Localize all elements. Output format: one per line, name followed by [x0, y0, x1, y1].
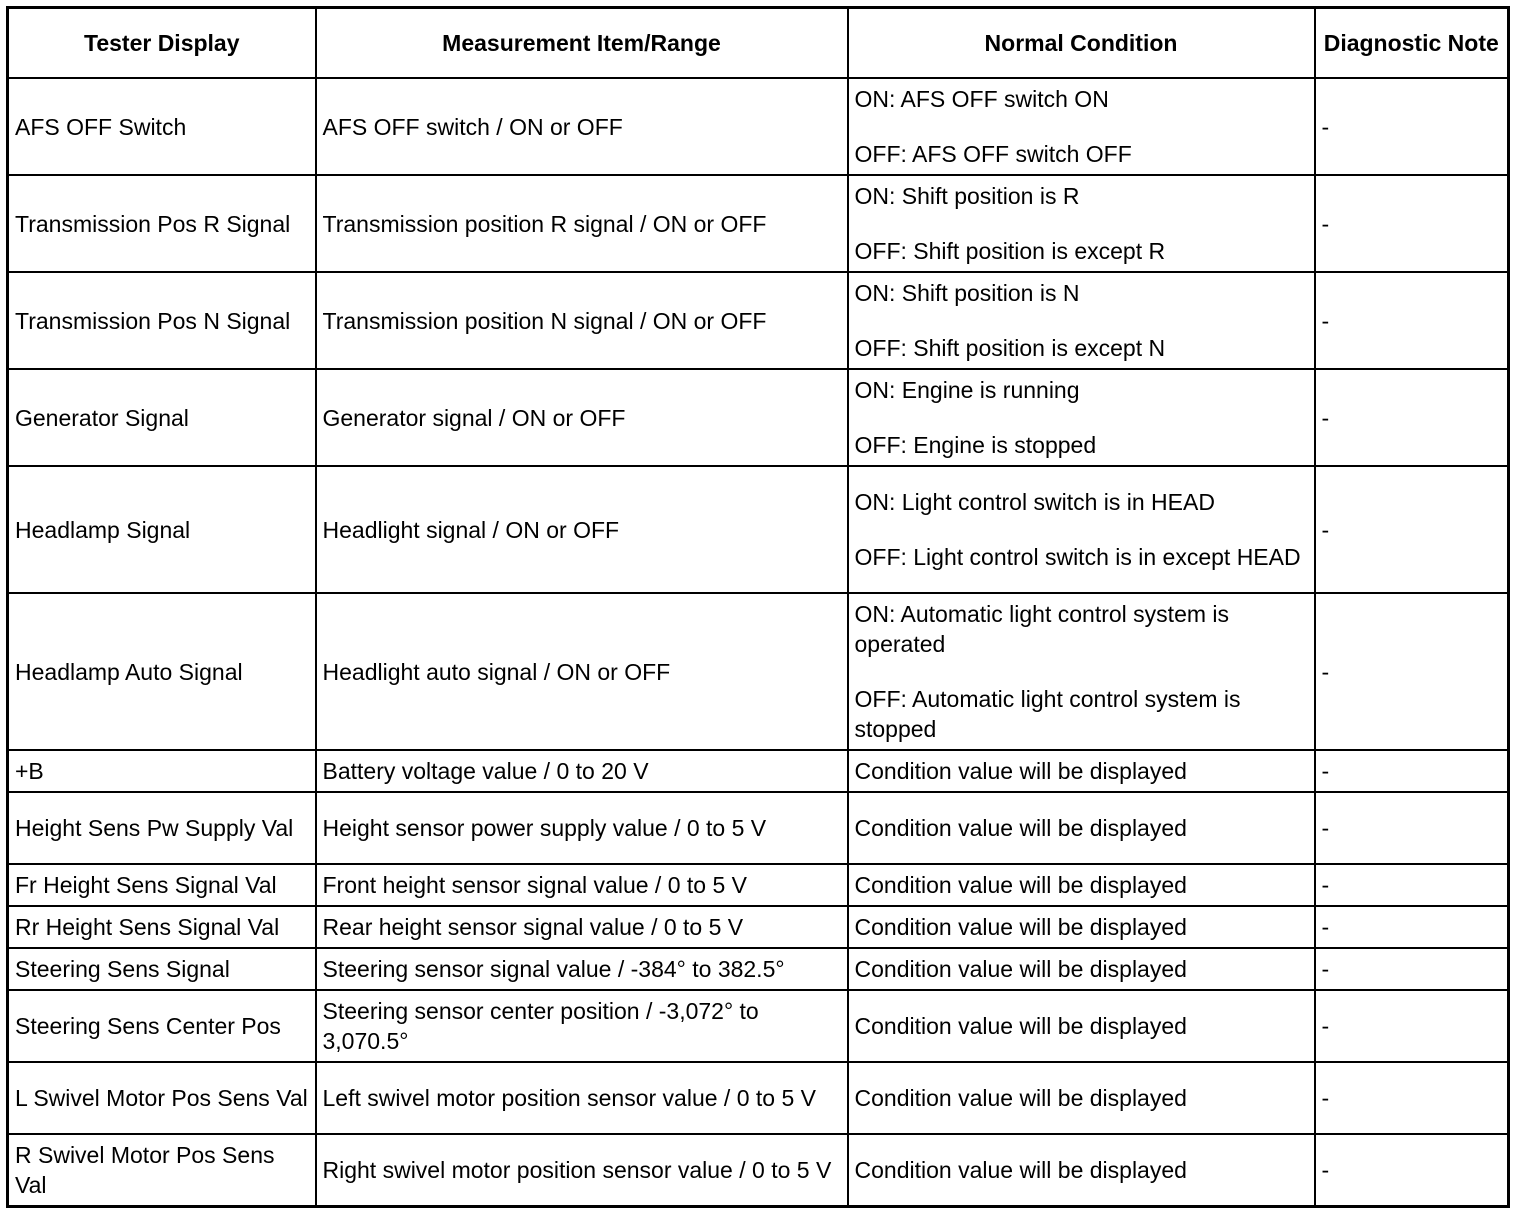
measurement-cell: Rear height sensor signal value / 0 to 5 V: [316, 906, 848, 948]
condition-line: Condition value will be displayed: [854, 1085, 1187, 1111]
diagnostic-note-cell: -: [1315, 906, 1509, 948]
normal-condition-cell: [848, 750, 1315, 792]
normal-condition-cell: [848, 1134, 1315, 1206]
diagnostic-note-cell: -: [1315, 792, 1509, 864]
table-row: [8, 792, 1509, 864]
table-row: [8, 78, 1509, 175]
condition-line: ON: AFS OFF switch ON: [854, 86, 1109, 112]
header-tester-display: Tester Display: [8, 8, 316, 79]
table-row: [8, 1134, 1509, 1206]
table-row: [8, 750, 1509, 792]
condition-line: OFF: Engine is stopped: [854, 432, 1097, 458]
normal-condition-cell: [848, 78, 1315, 175]
tester-display-cell: Transmission Pos R Signal: [8, 175, 316, 272]
table-row: [8, 175, 1509, 272]
normal-condition-cell: [848, 792, 1315, 864]
measurement-cell: Headlight auto signal / ON or OFF: [316, 593, 848, 750]
measurement-cell: Height sensor power supply value / 0 to 5 V: [316, 792, 848, 864]
header-measurement-item: Measurement Item/Range: [316, 8, 848, 79]
condition-line: Condition value will be displayed: [854, 872, 1187, 898]
tester-display-cell: Steering Sens Center Pos: [8, 990, 316, 1062]
condition-line: ON: Shift position is N: [854, 280, 1080, 306]
normal-condition-cell: [848, 948, 1315, 990]
measurement-cell: Steering sensor center position / -3,072° to 3,070.5°: [316, 990, 848, 1062]
tester-display-cell: Rr Height Sens Signal Val: [8, 906, 316, 948]
header-row: [8, 8, 1509, 79]
measurement-cell: Front height sensor signal value / 0 to 5 V: [316, 864, 848, 906]
tester-display-cell: L Swivel Motor Pos Sens Val: [8, 1062, 316, 1134]
condition-line: ON: Automatic light control system is operated: [854, 601, 1230, 657]
condition-line: Condition value will be displayed: [854, 1156, 1187, 1183]
diagnostic-note-cell: -: [1315, 272, 1509, 369]
condition-line: OFF: Shift position is except R: [854, 238, 1166, 264]
condition-line: OFF: Light control switch is in except HEAD: [854, 544, 1301, 570]
normal-condition-cell: [848, 1062, 1315, 1134]
condition-line: ON: Light control switch is in HEAD: [854, 489, 1215, 515]
tester-display-cell: R Swivel Motor Pos Sens Val: [8, 1134, 316, 1206]
tester-display-cell: Generator Signal: [8, 369, 316, 466]
measurement-cell: Transmission position N signal / ON or OFF: [316, 272, 848, 369]
normal-condition-cell: [848, 593, 1315, 750]
tester-display-cell: +B: [8, 750, 316, 792]
diagnostic-note-cell: -: [1315, 864, 1509, 906]
table-row: [8, 593, 1509, 750]
tester-display-cell: Transmission Pos N Signal: [8, 272, 316, 369]
header-diagnostic-note: Diagnostic Note: [1315, 8, 1509, 79]
tester-display-cell: Fr Height Sens Signal Val: [8, 864, 316, 906]
normal-condition-cell: [848, 175, 1315, 272]
condition-line: ON: Shift position is R: [854, 183, 1080, 209]
tester-display-cell: Height Sens Pw Supply Val: [8, 792, 316, 864]
normal-condition-cell: [848, 272, 1315, 369]
condition-line: Condition value will be displayed: [854, 758, 1187, 784]
normal-condition-cell: [848, 990, 1315, 1062]
diagnostic-note-cell: -: [1315, 369, 1509, 466]
measurement-cell: Battery voltage value / 0 to 20 V: [316, 750, 848, 792]
diagnostic-note-cell: -: [1315, 750, 1509, 792]
diagnostic-note-cell: -: [1315, 990, 1509, 1062]
diagnostic-note-cell: -: [1315, 1062, 1509, 1134]
normal-condition-cell: [848, 864, 1315, 906]
normal-condition-cell: [848, 369, 1315, 466]
measurement-cell: Headlight signal / ON or OFF: [316, 466, 848, 593]
diagnostic-note-cell: -: [1315, 593, 1509, 750]
condition-line: ON: Engine is running: [854, 377, 1080, 403]
measurement-cell: Left swivel motor position sensor value / 0 to 5 V: [316, 1062, 848, 1134]
table-row: [8, 906, 1509, 948]
tester-display-cell: Headlamp Signal: [8, 466, 316, 593]
diagnostic-note-cell: -: [1315, 175, 1509, 272]
diagnostic-note-cell: -: [1315, 466, 1509, 593]
measurement-cell: Steering sensor signal value / -384° to 382.5°: [316, 948, 848, 990]
diagnostic-note-cell: -: [1315, 1134, 1509, 1206]
tester-display-cell: Headlamp Auto Signal: [8, 593, 316, 750]
header-normal-condition: Normal Condition: [848, 8, 1315, 79]
data-list-table: [6, 6, 1510, 1208]
measurement-cell: Transmission position R signal / ON or OFF: [316, 175, 848, 272]
table-body: [8, 78, 1509, 1206]
condition-line: Condition value will be displayed: [854, 1013, 1187, 1039]
tester-display-cell: AFS OFF Switch: [8, 78, 316, 175]
table-row: [8, 948, 1509, 990]
condition-line: Condition value will be displayed: [854, 914, 1187, 940]
table-row: [8, 466, 1509, 593]
table-row: [8, 369, 1509, 466]
table-row: [8, 990, 1509, 1062]
table-row: [8, 1062, 1509, 1134]
tester-display-cell: Steering Sens Signal: [8, 948, 316, 990]
condition-line: Condition value will be displayed: [854, 956, 1187, 982]
measurement-cell: AFS OFF switch / ON or OFF: [316, 78, 848, 175]
normal-condition-cell: [848, 906, 1315, 948]
diagnostic-note-cell: -: [1315, 948, 1509, 990]
table-row: [8, 864, 1509, 906]
condition-line: OFF: Shift position is except N: [854, 335, 1166, 361]
table-row: [8, 272, 1509, 369]
condition-line: OFF: Automatic light control system is stopped: [854, 686, 1241, 742]
condition-line: OFF: AFS OFF switch OFF: [854, 141, 1132, 167]
measurement-cell: Generator signal / ON or OFF: [316, 369, 848, 466]
condition-line: Condition value will be displayed: [854, 815, 1187, 841]
normal-condition-cell: [848, 466, 1315, 593]
measurement-cell: Right swivel motor position sensor value / 0 to 5 V: [316, 1134, 848, 1206]
diagnostic-note-cell: -: [1315, 78, 1509, 175]
